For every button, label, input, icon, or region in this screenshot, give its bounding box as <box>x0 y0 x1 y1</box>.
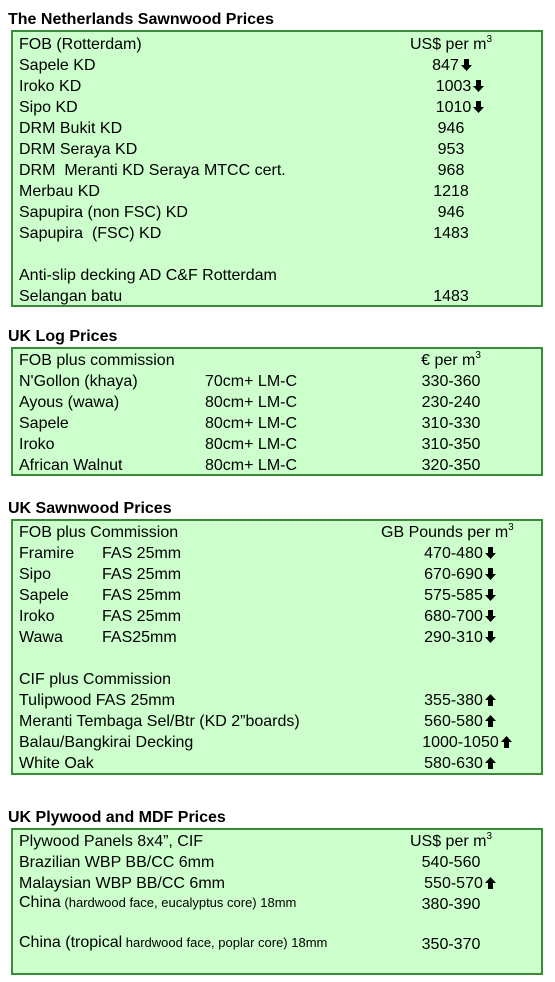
down-arrow-icon <box>485 547 496 559</box>
table-row: Sipo FAS 25mm 670-690 <box>19 564 541 585</box>
down-arrow-icon <box>485 610 496 622</box>
uksawn-section-title: UK Sawnwood Prices <box>8 500 172 517</box>
table-row: Sapupira (non FSC) KD 946 <box>19 204 465 221</box>
header-unit: US$ per $m^3$ <box>409 33 493 53</box>
up-arrow-icon <box>501 736 512 748</box>
table-row: Framire FAS 25mm 470-480 <box>19 543 541 564</box>
ukply-price-table <box>11 828 543 975</box>
sub-header: Anti-slip decking AD C&F Rotterdam <box>19 267 277 284</box>
ukply-section-title: UK Plywood and MDF Prices <box>8 809 226 826</box>
table-header: Plywood Panels 8x4”, CIF US$ per $m^3$ <box>19 831 541 852</box>
table-row: Wawa FAS25mm 290-310 <box>19 627 541 648</box>
down-arrow-icon <box>473 101 484 113</box>
uksawn-price-table <box>11 519 543 775</box>
table-row: Sipo KD 1010 <box>19 97 541 118</box>
table-row: Brazilian WBP BB/CC 6mm 540-560 <box>19 854 481 871</box>
table-row: Merbau KD 1218 <box>19 183 469 200</box>
up-arrow-icon <box>485 715 496 727</box>
table-row: Balau/Bangkirai Decking 1000-1050 <box>19 732 541 753</box>
table-row: China (tropical hardwood face, poplar core) 18mm 350-370 <box>19 934 481 953</box>
table-row: Iroko FAS 25mm 680-700 <box>19 606 541 627</box>
table-row: Selangan batu 1483 <box>19 288 469 305</box>
table-row: Tulipwood FAS 25mm 355-380 <box>19 690 541 711</box>
nl-price-table <box>11 30 543 307</box>
table-row: China (hardwood face, eucalyptus core) 18mm 380-390 <box>19 894 481 913</box>
table-row: DRM Bukit KD 946 <box>19 120 465 137</box>
table-row: African Walnut 80cm+ LM-C 320-350 <box>19 457 481 474</box>
down-arrow-icon <box>485 568 496 580</box>
up-arrow-icon <box>485 877 496 889</box>
table-header: FOB plus commission € per $m^3$ <box>19 350 541 371</box>
down-arrow-icon <box>485 589 496 601</box>
nl-section-title: The Netherlands Sawnwood Prices <box>8 11 274 28</box>
up-arrow-icon <box>485 757 496 769</box>
table-row: Ayous (wawa) 80cm+ LM-C 230-240 <box>19 394 481 411</box>
table-row: DRM Seraya KD 953 <box>19 141 465 158</box>
table-row: Sapele FAS 25mm 575-585 <box>19 585 541 606</box>
header-unit: US$ per $m^3$ <box>409 830 493 850</box>
uklog-section-title: UK Log Prices <box>8 328 118 345</box>
uklog-price-table <box>11 347 543 476</box>
header-label: FOB (Rotterdam) <box>19 36 142 53</box>
sub-header: CIF plus Commission <box>19 671 172 688</box>
table-row: Malaysian WBP BB/CC 6mm 550-570 <box>19 873 541 894</box>
down-arrow-icon <box>461 59 472 71</box>
header-unit: € per $m^3$ <box>421 349 481 369</box>
up-arrow-icon <box>485 694 496 706</box>
down-arrow-icon <box>485 631 496 643</box>
table-header: FOB plus Commission GB Pounds per $m^3$ <box>19 522 541 543</box>
table-row: Meranti Tembaga Sel/Btr (KD 2”boards) 560-580 <box>19 711 541 732</box>
table-row: DRM Meranti KD Seraya MTCC cert. 968 <box>19 162 465 179</box>
table-row: N'Gollon (khaya) 70cm+ LM-C 330-360 <box>19 373 481 390</box>
table-row: Iroko 80cm+ LM-C 310-350 <box>19 436 481 453</box>
header-unit: GB Pounds per $m^3$ <box>381 521 514 541</box>
down-arrow-icon <box>473 80 484 92</box>
table-header <box>19 34 541 55</box>
table-row: Sapele 80cm+ LM-C 310-330 <box>19 415 481 432</box>
table-row: White Oak 580-630 <box>19 753 541 774</box>
table-row: Sapupira (FSC) KD 1483 <box>19 225 469 242</box>
table-row: Sapele KD 847 <box>19 55 541 76</box>
table-row: Iroko KD 1003 <box>19 76 541 97</box>
